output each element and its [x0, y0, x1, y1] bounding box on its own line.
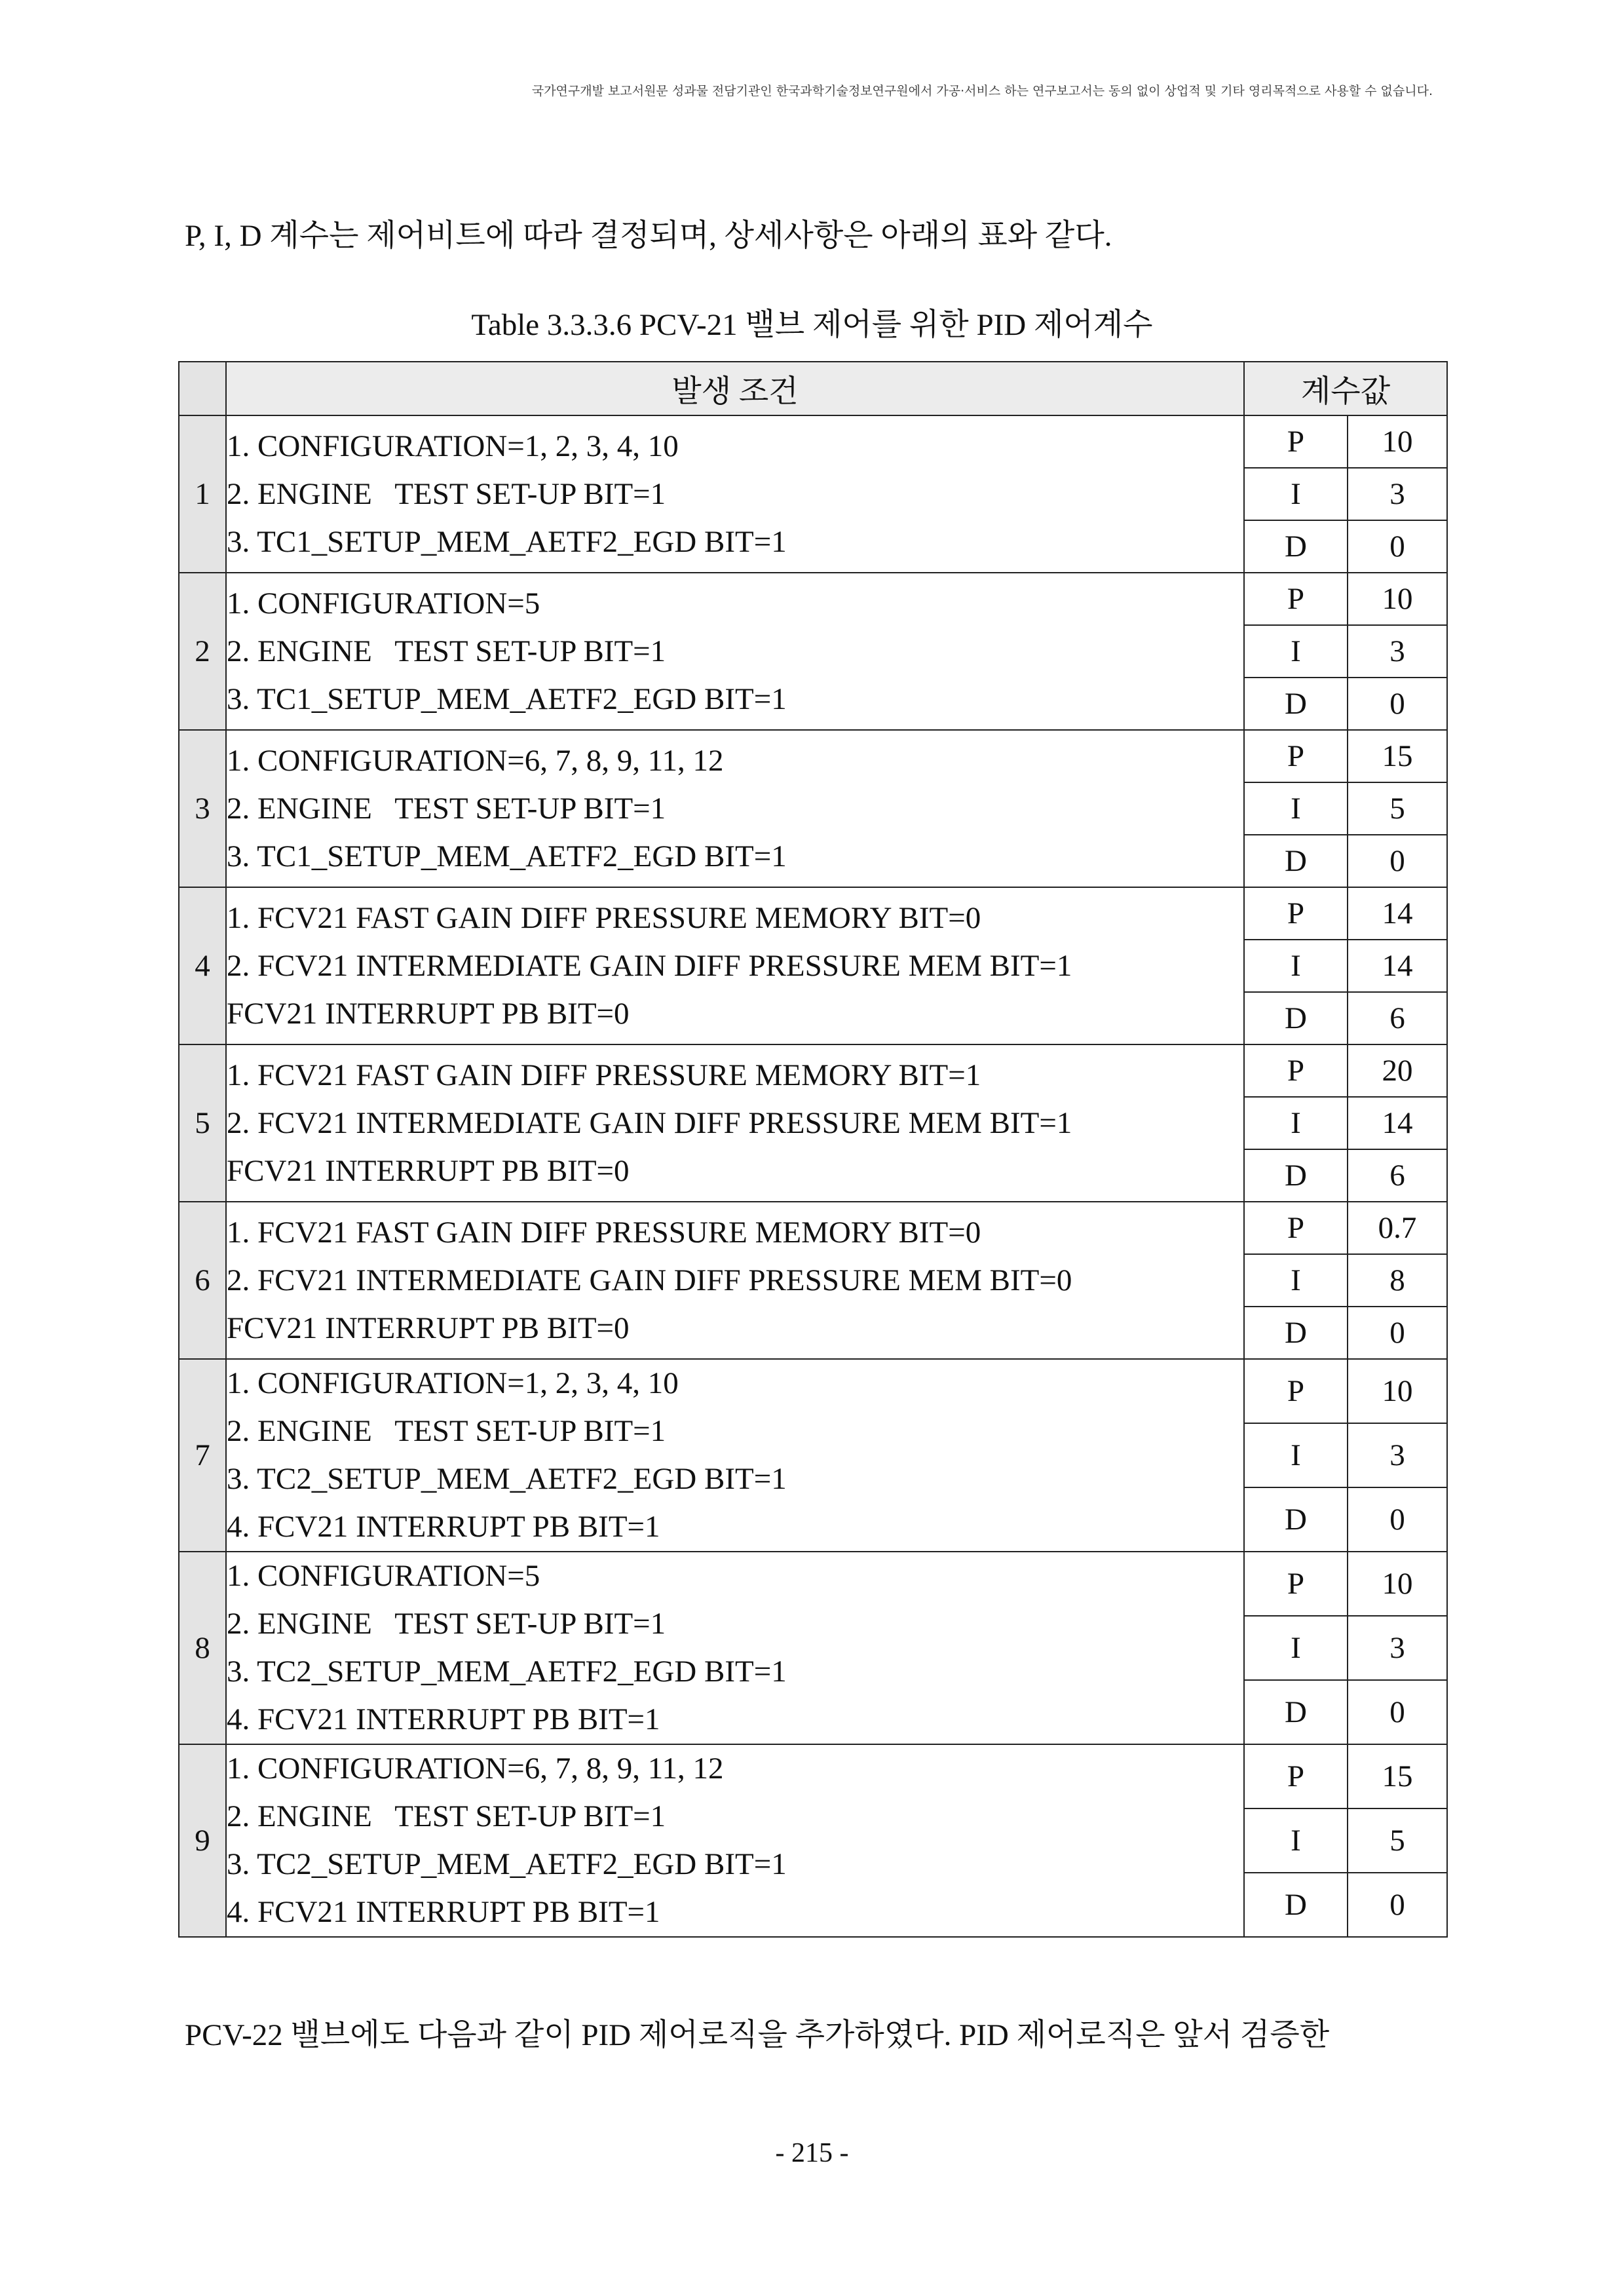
row-number: 9 — [179, 1744, 226, 1937]
condition-cell — [226, 1744, 1244, 1937]
table-row — [179, 415, 1447, 468]
condition-line: 1. CONFIGURATION=6, 7, 8, 9, 11, 12 — [227, 1751, 724, 1786]
coefficient-value: 6 — [1348, 992, 1447, 1044]
header-number-cell — [179, 362, 226, 415]
page-number: - 215 - — [775, 2138, 849, 2168]
coefficient-value: 0 — [1348, 678, 1447, 730]
coefficient-label: I — [1244, 1097, 1348, 1149]
condition-cell — [226, 1202, 1244, 1359]
table-row — [179, 1744, 1447, 1808]
coefficient-label: P — [1244, 1359, 1348, 1423]
condition-line: 1. CONFIGURATION=5 — [227, 1559, 540, 1593]
coefficient-value: 6 — [1348, 1149, 1447, 1202]
condition-line: 3. TC1_SETUP_MEM_AETF2_EGD BIT=1 — [227, 681, 787, 716]
coefficient-value: 3 — [1348, 625, 1447, 678]
coefficient-value: 3 — [1348, 1616, 1447, 1680]
coefficient-value: 10 — [1348, 1359, 1447, 1423]
condition-line: 1. CONFIGURATION=1, 2, 3, 4, 10 — [227, 1366, 679, 1400]
condition-line: FCV21 INTERRUPT PB BIT=0 — [227, 996, 630, 1031]
header-condition: 발생 조건 — [226, 362, 1244, 415]
condition-line: 2. ENGINE TEST SET-UP BIT=1 — [227, 791, 666, 826]
row-number: 5 — [179, 1044, 226, 1202]
condition-line: 2. ENGINE TEST SET-UP BIT=1 — [227, 1799, 666, 1833]
intro-paragraph: P, I, D 계수는 제어비트에 따라 결정되며, 상세사항은 아래의 표와 같다. — [185, 219, 1112, 253]
condition-line: 3. TC1_SETUP_MEM_AETF2_EGD BIT=1 — [227, 839, 787, 873]
row-number: 8 — [179, 1552, 226, 1744]
coefficient-label: D — [1244, 835, 1348, 887]
condition-line: FCV21 INTERRUPT PB BIT=0 — [227, 1311, 630, 1345]
condition-line: 3. TC2_SETUP_MEM_AETF2_EGD BIT=1 — [227, 1462, 787, 1496]
condition-line: 1. CONFIGURATION=6, 7, 8, 9, 11, 12 — [227, 743, 724, 778]
row-number: 1 — [179, 415, 226, 573]
condition-line: 4. FCV21 INTERRUPT PB BIT=1 — [227, 1895, 660, 1929]
coefficient-label: I — [1244, 625, 1348, 678]
condition-line: 1. FCV21 FAST GAIN DIFF PRESSURE MEMORY BIT=0 — [227, 900, 981, 935]
condition-cell — [226, 415, 1244, 573]
coefficient-value: 14 — [1348, 1097, 1447, 1149]
condition-line: 3. TC1_SETUP_MEM_AETF2_EGD BIT=1 — [227, 524, 787, 559]
coefficient-value: 5 — [1348, 782, 1447, 835]
coefficient-label: I — [1244, 940, 1348, 992]
coefficient-label: I — [1244, 1616, 1348, 1680]
coefficient-label: P — [1244, 1202, 1348, 1254]
coefficient-label: P — [1244, 1044, 1348, 1097]
coefficient-label: I — [1244, 782, 1348, 835]
coefficient-label: P — [1244, 1552, 1348, 1616]
coefficient-label: D — [1244, 520, 1348, 573]
coefficient-label: P — [1244, 1744, 1348, 1808]
condition-line: 2. ENGINE TEST SET-UP BIT=1 — [227, 1607, 666, 1641]
condition-cell — [226, 1552, 1244, 1744]
condition-line: 1. FCV21 FAST GAIN DIFF PRESSURE MEMORY BIT=0 — [227, 1215, 981, 1250]
coefficient-value: 0 — [1348, 1487, 1447, 1552]
condition-line: 1. CONFIGURATION=5 — [227, 586, 540, 621]
condition-line: 3. TC2_SETUP_MEM_AETF2_EGD BIT=1 — [227, 1655, 787, 1689]
pid-coefficient-table — [178, 361, 1448, 1938]
coefficient-label: D — [1244, 1149, 1348, 1202]
table-row — [179, 573, 1447, 625]
coefficient-label: I — [1244, 1808, 1348, 1873]
table-row — [179, 887, 1447, 940]
coefficient-label: D — [1244, 1487, 1348, 1552]
coefficient-label: I — [1244, 1254, 1348, 1307]
condition-line: 2. FCV21 INTERMEDIATE GAIN DIFF PRESSURE MEM BIT=1 — [227, 1105, 1072, 1140]
coefficient-label: D — [1244, 1307, 1348, 1359]
coefficient-label: D — [1244, 992, 1348, 1044]
condition-line: 1. CONFIGURATION=1, 2, 3, 4, 10 — [227, 429, 679, 463]
table-row — [179, 1202, 1447, 1254]
coefficient-value: 0.7 — [1348, 1202, 1447, 1254]
coefficient-value: 0 — [1348, 835, 1447, 887]
coefficient-value: 14 — [1348, 940, 1447, 992]
table-body — [179, 415, 1447, 1937]
coefficient-value: 15 — [1348, 730, 1447, 782]
coefficient-label: I — [1244, 1423, 1348, 1487]
table-row — [179, 1044, 1447, 1097]
row-number: 7 — [179, 1359, 226, 1552]
condition-line: 2. FCV21 INTERMEDIATE GAIN DIFF PRESSURE MEM BIT=0 — [227, 1263, 1072, 1297]
table-header-row — [179, 362, 1447, 415]
coefficient-label: I — [1244, 468, 1348, 520]
coefficient-value: 0 — [1348, 1680, 1447, 1744]
condition-line: 4. FCV21 INTERRUPT PB BIT=1 — [227, 1510, 660, 1544]
coefficient-value: 10 — [1348, 415, 1447, 468]
coefficient-label: P — [1244, 573, 1348, 625]
coefficient-label: P — [1244, 730, 1348, 782]
coefficient-value: 20 — [1348, 1044, 1447, 1097]
condition-line: 2. ENGINE TEST SET-UP BIT=1 — [227, 1414, 666, 1448]
coefficient-value: 3 — [1348, 468, 1447, 520]
coefficient-label: D — [1244, 678, 1348, 730]
coefficient-value: 14 — [1348, 887, 1447, 940]
condition-line: 4. FCV21 INTERRUPT PB BIT=1 — [227, 1702, 660, 1736]
condition-line: 2. ENGINE TEST SET-UP BIT=1 — [227, 476, 666, 511]
coefficient-value: 5 — [1348, 1808, 1447, 1873]
coefficient-value: 3 — [1348, 1423, 1447, 1487]
condition-line: 2. ENGINE TEST SET-UP BIT=1 — [227, 634, 666, 668]
coefficient-value: 0 — [1348, 1307, 1447, 1359]
row-number: 3 — [179, 730, 226, 887]
condition-line: 1. FCV21 FAST GAIN DIFF PRESSURE MEMORY BIT=1 — [227, 1058, 981, 1092]
coefficient-value: 0 — [1348, 1873, 1447, 1937]
coefficient-label: P — [1244, 887, 1348, 940]
header-coefficient: 계수값 — [1244, 362, 1447, 415]
coefficient-value: 0 — [1348, 520, 1447, 573]
coefficient-label: D — [1244, 1680, 1348, 1744]
table-row — [179, 1552, 1447, 1616]
coefficient-value: 15 — [1348, 1744, 1447, 1808]
condition-line: 3. TC2_SETUP_MEM_AETF2_EGD BIT=1 — [227, 1847, 787, 1881]
condition-cell — [226, 887, 1244, 1044]
coefficient-value: 8 — [1348, 1254, 1447, 1307]
condition-line: FCV21 INTERRUPT PB BIT=0 — [227, 1153, 630, 1188]
outro-paragraph: PCV-22 밸브에도 다음과 같이 PID 제어로직을 추가하였다. PID 제어로직은 앞서 검증한 — [185, 2018, 1330, 2052]
coefficient-label: D — [1244, 1873, 1348, 1937]
condition-cell — [226, 1359, 1244, 1552]
header-notice: 국가연구개발 보고서원문 성과물 전담기관인 한국과학기술정보연구원에서 가공·서비스 하는 연구보고서는 동의 없이 상업적 및 기타 영리목적으로 사용할 수 없습니다. — [531, 84, 1433, 98]
coefficient-value: 10 — [1348, 1552, 1447, 1616]
row-number: 6 — [179, 1202, 226, 1359]
table-row — [179, 1359, 1447, 1423]
table-row — [179, 730, 1447, 782]
row-number: 4 — [179, 887, 226, 1044]
condition-line: 2. FCV21 INTERMEDIATE GAIN DIFF PRESSURE MEM BIT=1 — [227, 948, 1072, 983]
row-number: 2 — [179, 573, 226, 730]
coefficient-value: 10 — [1348, 573, 1447, 625]
table-caption: Table 3.3.3.6 PCV-21 밸브 제어를 위한 PID 제어계수 — [471, 308, 1153, 342]
condition-cell — [226, 573, 1244, 730]
condition-cell — [226, 1044, 1244, 1202]
coefficient-label: P — [1244, 415, 1348, 468]
condition-cell — [226, 730, 1244, 887]
